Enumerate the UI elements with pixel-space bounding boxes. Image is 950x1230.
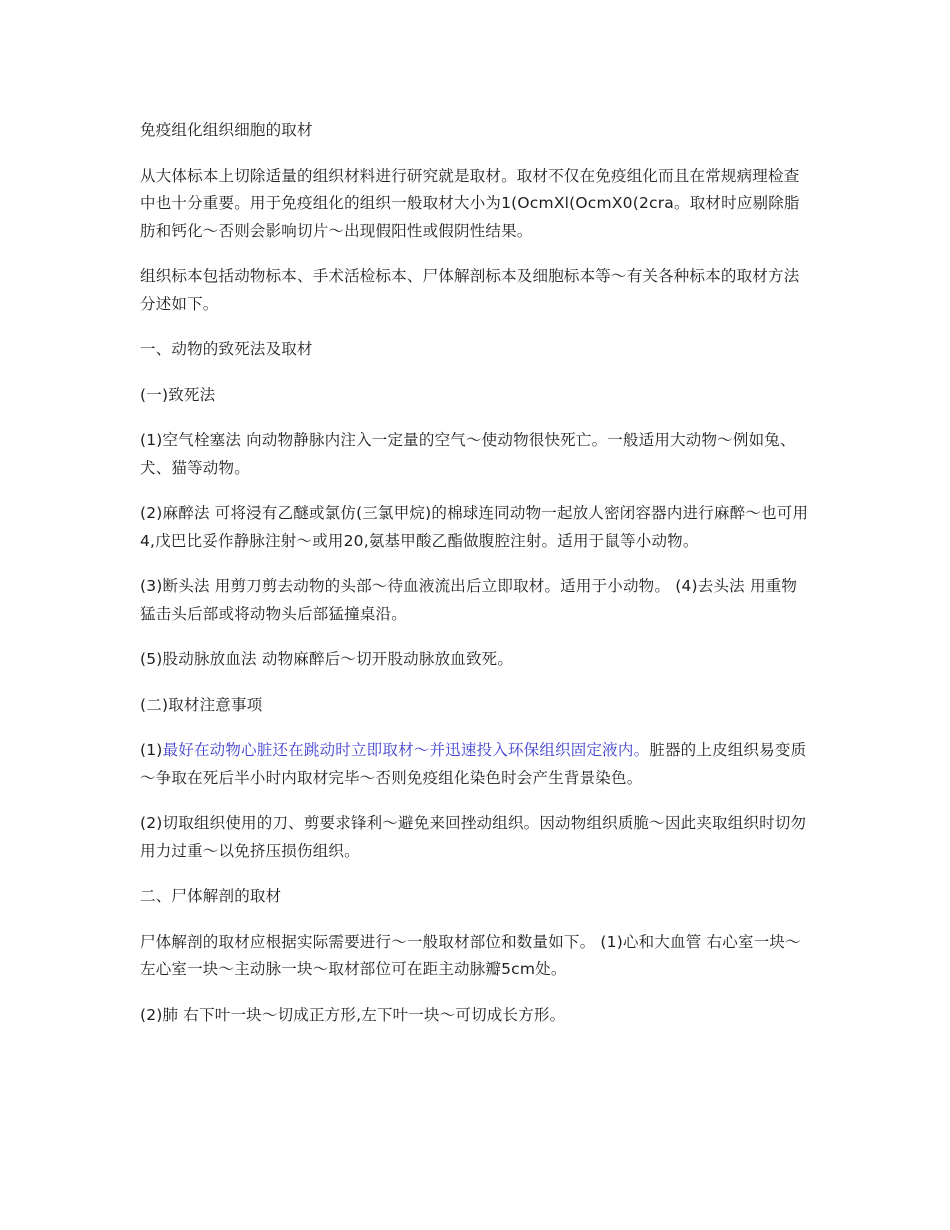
paragraph-sampling-note-2: (2)切取组织使用的刀、剪要求锋利～避免来回挫动组织。因动物组织质脆～因此夹取组织时切勿 用力过重～以免挤压损伤组织。 bbox=[140, 814, 807, 860]
note-1-prefix: (1) bbox=[140, 741, 163, 759]
paragraph-specimen-types: 组织标本包括动物标本、手术活检标本、尸体解剖标本及细胞标本等～有关各种标本的取材方法分述如下。 bbox=[140, 267, 800, 313]
paragraph-anesthesia: (2)麻醉法 可将浸有乙醚或氯仿(三氯甲烷)的棉球连同动物一起放人密闭容器内进行麻醉～也可用4,戊巴比妥作静脉注射～或用20,氨基甲酸乙酯做腹腔注射。适用于鼠等小动物。 bbox=[140, 504, 809, 550]
paragraph-autopsy-lung: (2)肺 右下叶一块～切成正方形,左下叶一块～可切成长方形。 bbox=[140, 1005, 566, 1024]
paragraph-decapitation: (3)断头法 用剪刀剪去动物的头部～待血液流出后立即取材。适用于小动物。 (4)去头法 用重物猛击头后部或将动物头后部猛撞桌沿。 bbox=[140, 577, 798, 623]
heading-animal-euthanasia: 一、动物的致死法及取材 bbox=[140, 340, 313, 358]
paragraph-autopsy-heart: 尸体解剖的取材应根据实际需要进行～一般取材部位和数量如下。 (1)心和大血管 右心室一块～左心室一块～主动脉一块～取材部位可在距主动脉瓣5cm处。 bbox=[140, 932, 801, 978]
document-body bbox=[140, 117, 812, 1047]
subheading-euthanasia-methods: (一)致死法 bbox=[140, 385, 216, 404]
note-1-suffix: 脏器的上皮组织易变质～争取在死后半小时内取材完毕～否则免疫组化染色时会产生背景染色。 bbox=[140, 741, 807, 787]
paragraph-intro: 从大体标本上切除适量的组织材料进行研究就是取材。取材不仅在免疫组化而且在常规病理检查中也十分重要。用于免疫组化的组织一般取材大小为1(OcmXl(OcmX0(2cra。取材时应剔除脂肪和钙化～否则会影响切片～出现假阳性或假阴性结果。 bbox=[140, 166, 800, 240]
highlighted-link[interactable]: 最好在动物心脏还在跳动时立即取材～并迅速投入环保组织固定液内。 bbox=[162, 741, 650, 759]
paragraph-femoral-bleeding: (5)股动脉放血法 动物麻醉后～切开股动脉放血致死。 bbox=[140, 650, 514, 668]
document-title: 免疫组化组织细胞的取材 bbox=[140, 121, 313, 139]
paragraph-sampling-note-1 bbox=[140, 737, 812, 792]
heading-autopsy-sampling: 二、尸体解剖的取材 bbox=[140, 887, 282, 905]
paragraph-air-embolism: (1)空气栓塞法 向动物静脉内注入一定量的空气～使动物很快死亡。一般适用大动物～例如兔、犬、猫等动物。 bbox=[140, 431, 796, 477]
subheading-sampling-notes: (二)取材注意事项 bbox=[140, 695, 263, 714]
